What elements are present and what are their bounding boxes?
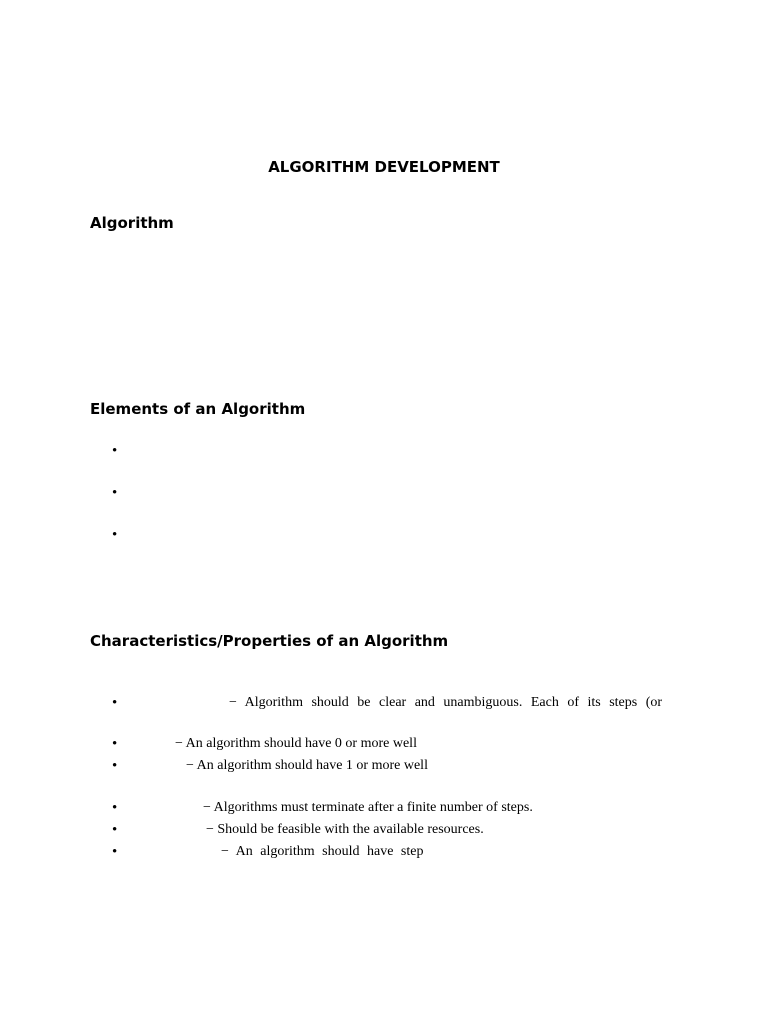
list-item-text: − An algorithm should have 1 or more well [186,758,428,773]
list-bullet: • [112,695,118,711]
list-item-text: − Algorithms must terminate after a finite number of steps. [203,800,533,815]
section-heading-algorithm: Algorithm [90,214,174,232]
list-bullet: • [112,800,118,816]
list-item-text: − An algorithm should have 0 or more well [175,736,417,751]
elements-bullet: • [112,527,118,543]
list-bullet: • [112,822,118,838]
list-item-text: − An algorithm should have step [221,844,424,859]
section-heading-elements: Elements of an Algorithm [90,400,306,418]
list-item-text: − Algorithm should be clear and unambiguous. Each of its steps (or [229,695,663,710]
elements-bullet: • [112,485,118,501]
section-heading-characteristics: Characteristics/Properties of an Algorithm [90,632,449,650]
list-bullet: • [112,844,118,860]
elements-bullet: • [112,443,118,459]
document-title: ALGORITHM DEVELOPMENT [268,158,500,176]
list-bullet: • [112,758,118,774]
list-item-text: − Should be feasible with the available resources. [206,822,484,837]
list-bullet: • [112,736,118,752]
